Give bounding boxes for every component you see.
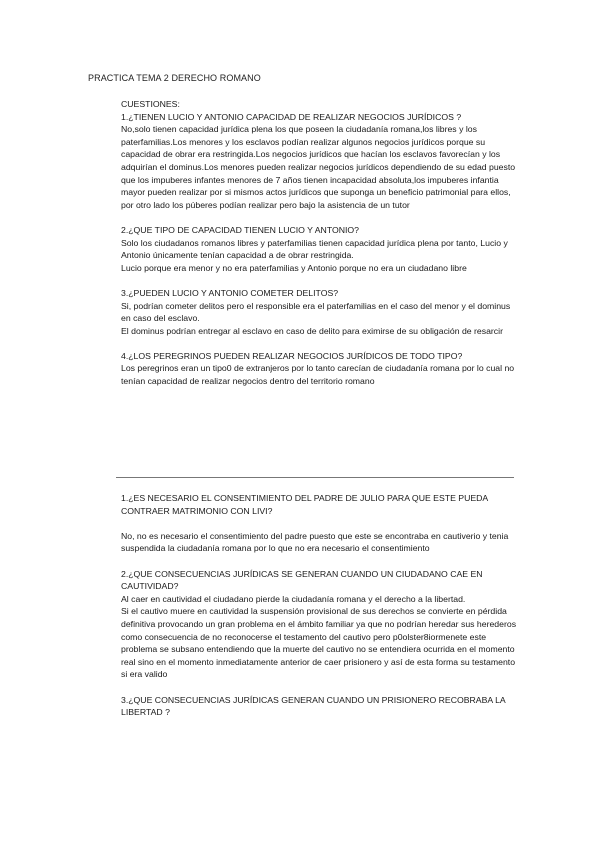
question-4: 4.¿LOS PEREGRINOS PUEDEN REALIZAR NEGOCIOS JURÍDICOS DE TODO TIPO? xyxy=(121,350,463,361)
section-2 xyxy=(121,492,521,719)
question-2: 2.¿QUE TIPO DE CAPACIDAD TIENEN LUCIO Y ANTONIO? xyxy=(121,224,359,235)
answer-2-part-2: Lucio porque era menor y no era paterfamilias y Antonio porque no era un ciudadano libre xyxy=(121,262,467,273)
answer-1: No, no es necesario el consentimiento del padre puesto que este se encontraba en cautiverio y tenia suspendida la ciudadanía romana por lo que no era necesario el consentimiento xyxy=(121,530,509,554)
question-3: 3.¿QUE CONSECUENCIAS JURÍDICAS GENERAN CUANDO UN PRISIONERO RECOBRABA LA LIBERTAD ? xyxy=(121,694,506,718)
question-1: 1.¿ES NECESARIO EL CONSENTIMIENTO DEL PADRE DE JULIO PARA QUE ESTE PUEDA CONTRAER MATRIMONIO CON LIVI? xyxy=(121,493,488,516)
document-title: PRACTICA TEMA 2 DERECHO ROMANO xyxy=(88,73,261,83)
section-divider xyxy=(116,477,514,478)
paragraph-spacer xyxy=(121,337,521,350)
paragraph-spacer xyxy=(121,211,521,224)
paragraph-spacer xyxy=(121,517,521,530)
answer-1: No,solo tienen capacidad jurídica plena los que poseen la ciudadanía romana,los libres y los paterfamilias.Los menores y los esclavos podían realizar algunos negocios jurídicos porque su capacidad de obrar era restringida.Los negocios jurídicos que hacían los esclavos favorecían y los adquirían el dominus.Los menores pueden realizar negocios jurídicos dependiendo de su edad puesto que los impuberes infantes menores de 7 años tienen incapacidad absoluta,los impuberes infantia mayor pueden realizar por si mismos actos jurídicos que suponga un beneficio patrimonial para ellos, por otro lado los púberes podían realizar pero bajo la asistencia de un tutor xyxy=(121,124,516,210)
paragraph-spacer xyxy=(121,555,521,568)
paragraph-spacer xyxy=(121,274,521,287)
answer-3-part-2: El dominus podrían entregar al esclavo en caso de delito para eximirse de su obligación de resarcir xyxy=(121,325,503,336)
answer-2-part-1: Solo los ciudadanos romanos libres y paterfamilias tienen capacidad jurídica plena por tanto, Lucio y Antonio únicamente tenían capacidad a de obrar restringida. xyxy=(121,237,508,261)
section-heading: CUESTIONES: xyxy=(121,99,180,109)
question-3: 3.¿PUEDEN LUCIO Y ANTONIO COMETER DELITOS? xyxy=(121,287,339,298)
paragraph-spacer xyxy=(121,681,521,694)
answer-4: Los peregrinos eran un tipo0 de extranjeros por lo tanto carecían de ciudadanía romana por lo cual no tenían capacidad de realizar negocios dentro del territorio romano xyxy=(121,363,515,387)
answer-3-part-1: Si, podrían cometer delitos pero el responsible era el paterfamilias en el caso del menor y el dominus en caso del esclavo. xyxy=(121,300,511,324)
section-1 xyxy=(121,98,521,388)
answer-2-part-2: Si el cautivo muere en cautividad la suspensión provisional de sus derechos se convierte en pérdida definitiva provocando un gran problema en el ámbito familiar ya que no podrían heredar sus herederos como consecuencia de no reconocerse el testamento del cautivo pero p0olster8iormenete este problema se subsano entendiendo que la muerte del cautivo no se entendiera ocurrida en el momento real sino en el momento inmediatamente anterior de caer prisionero y así de esta forma su testamento si era valido xyxy=(121,606,517,680)
answer-2-part-1: Al caer en cautividad el ciudadano pierde la ciudadanía romana y el derecho a la libertad. xyxy=(121,593,466,604)
question-2: 2.¿QUE CONSECUENCIAS JURÍDICAS SE GENERAN CUANDO UN CIUDADANO CAE EN CAUTIVIDAD? xyxy=(121,568,483,592)
question-1: 1.¿TIENEN LUCIO Y ANTONIO CAPACIDAD DE REALIZAR NEGOCIOS JURÍDICOS ? xyxy=(121,111,462,122)
